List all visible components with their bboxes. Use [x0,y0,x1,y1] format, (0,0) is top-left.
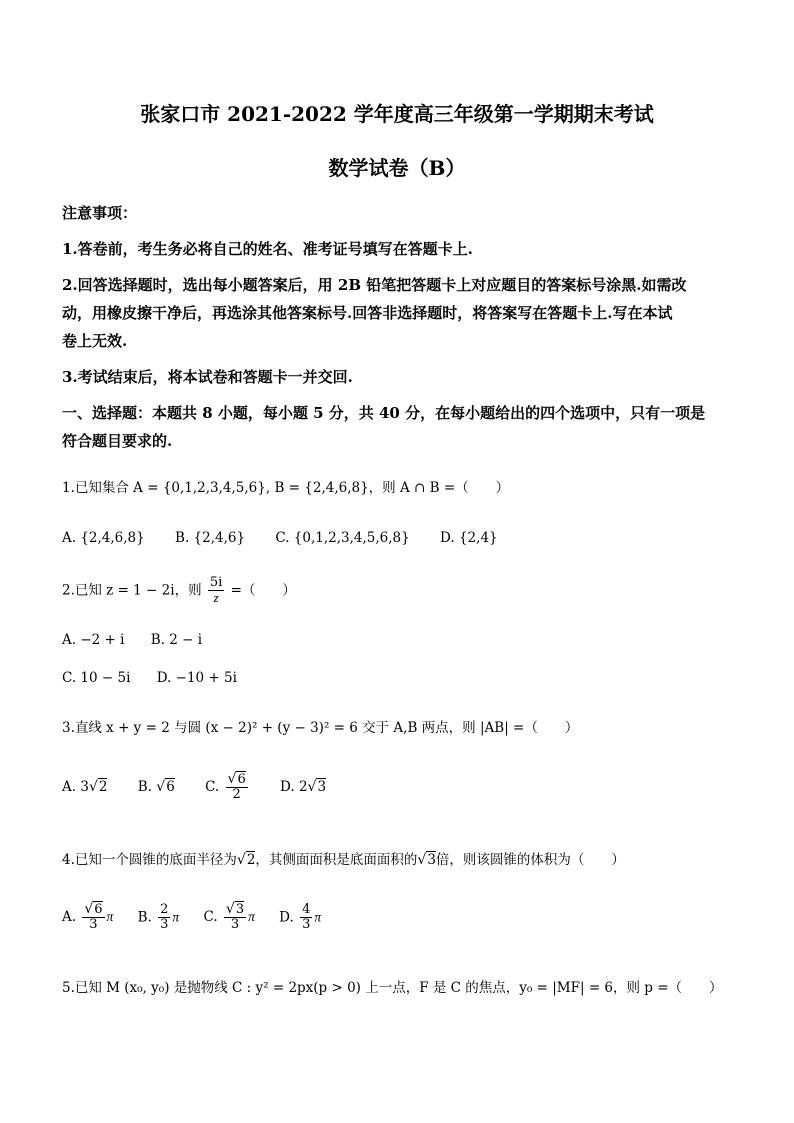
q3-c-denominator: 2 [232,787,241,803]
q4-c-numerator [224,902,246,918]
sqrt-icon: √ [88,778,98,795]
q3-option-b [138,779,175,795]
q3-c-fraction [226,772,248,803]
question-1-stem: 1.已知集合 A = {0,1,2,3,4,5,6}, B = {2,4,6,8}，则 A ∩ B =（ ） [62,480,510,496]
q3-c-label: C. [205,778,220,795]
q4-option-d [279,903,321,933]
q2-option-a: A. −2 + i [62,632,125,648]
question-2-options-row-1 [62,632,228,648]
q2-fraction [208,576,224,606]
note-item-2-line-2: 动，用橡皮擦干净后，再选涂其他答案标号.回答非选择题时，将答案写在答题卡上.写在本试 [62,304,673,322]
sqrt-icon: √ [307,778,317,795]
q4-option-b [138,903,180,933]
question-2-options-row-2 [62,670,263,686]
q4-stem-mid: ，其侧面面积是底面面积的 [255,852,418,868]
q3-d-radicand: 3 [317,778,327,795]
q1-option-d: D. {2,4} [440,530,498,546]
question-5-stem: 5.已知 M (x₀, y₀) 是抛物线 C : y² = 2px(p > 0) 上一点，F 是 C 的焦点，y₀ = |MF| = 6，则 p =（ ） [62,980,723,996]
sqrt-icon: √ [225,901,235,917]
q4-radicand-2: 3 [427,852,436,868]
note-item-2-line-3: 卷上无效. [62,332,128,350]
pi-symbol: π [314,908,322,924]
question-4-options [62,902,347,933]
q4-d-numerator: 4 [302,901,311,917]
note-item-1: 1.答卷前，考生务必将自己的姓名、准考证号填写在答题卡上. [62,240,473,258]
q2-fraction-numerator: 5i [209,575,223,590]
sqrt-icon: √ [84,901,94,917]
notes-heading: 注意事项： [62,204,138,222]
q4-a-fraction [82,902,104,933]
q4-c-label: C. [203,908,218,925]
q4-a-numerator [82,902,104,918]
q2-stem-post: =（ ） [230,582,296,599]
q4-a-radicand: 6 [94,902,103,917]
question-4-stem [62,848,625,868]
q3-a-coef: 3 [80,778,89,795]
q4-d-denominator: 3 [302,916,311,932]
q1-option-c: C. {0,1,2,3,4,5,6,8} [275,530,410,546]
question-2-stem [62,576,296,606]
note-item-3: 3.考试结束后，将本试卷和答题卡一并交回. [62,368,353,386]
q4-stem-post: 倍，则该圆锥的体积为（ ） [435,852,625,868]
q4-radicand-1: 2 [246,852,256,868]
section-1-line-2: 符合题目要求的. [62,432,173,450]
q3-option-c [205,772,250,803]
q4-b-numerator: 2 [160,901,169,917]
q4-c-denominator: 3 [230,917,240,933]
pi-symbol: π [248,908,255,924]
q3-c-numerator [226,772,248,788]
q4-option-a [62,902,113,933]
q2-fraction-denominator: z [213,590,219,606]
q3-c-radicand: 6 [237,772,246,787]
q4-b-denominator: 3 [160,916,169,932]
q2-option-b: B. 2 − i [150,632,203,648]
pi-symbol: π [172,908,180,924]
sqrt-icon: √ [417,852,427,868]
q3-d-label: D. [280,778,295,795]
sqrt-icon: √ [156,778,166,795]
q1-option-b: B. {2,4,6} [175,530,246,546]
q2-stem-pre: 2.已知 z = 1 − 2i，则 [62,582,202,599]
q4-b-fraction [158,903,170,933]
q3-b-label: B. [137,778,152,795]
note-item-2-line-1: 2.回答选择题时，选出每小题答案后，用 2B 铅笔把答题卡上对应题目的答案标号涂黑.如需改 [62,276,687,294]
section-1-line-1: 一、选择题：本题共 8 小题，每小题 5 分，共 40 分，在每小题给出的四个选项中，只有一项是 [62,404,706,422]
q4-c-fraction [224,902,246,933]
q3-a-radicand: 2 [98,778,108,795]
q4-option-c [203,902,254,933]
q2-option-d: D. −10 + 5i [156,670,237,686]
exam-title: 张家口市 2021-2022 学年度高三年级第一学期期末考试 [140,102,654,126]
q3-option-d [280,779,326,795]
exam-subtitle: 数学试卷（B） [328,156,466,180]
q3-a-label: A. [62,778,77,795]
q3-b-radicand: 6 [166,778,175,795]
q4-a-label: A. [62,908,77,925]
q3-option-a [62,779,107,795]
q1-option-a: A. {2,4,6,8} [62,530,145,546]
question-1-options [62,530,524,546]
q4-b-label: B. [137,908,152,925]
pi-symbol: π [106,908,114,924]
q3-d-coef: 2 [298,778,308,795]
q4-c-radicand: 3 [235,902,245,917]
q4-stem-pre: 4.已知一个圆锥的底面半径为 [62,852,237,868]
question-3-options [62,772,352,803]
q4-d-label: D. [279,908,294,925]
question-3-stem: 3.直线 x + y = 2 与圆 (x − 2)² + (y − 3)² = 6 交于 A,B 两点，则 |AB| =（ ） [62,720,579,736]
sqrt-icon: √ [227,771,237,787]
sqrt-icon: √ [236,852,246,868]
q2-option-c: C. 10 − 5i [62,670,131,686]
q4-d-fraction [300,903,312,933]
q4-a-denominator: 3 [89,917,98,933]
